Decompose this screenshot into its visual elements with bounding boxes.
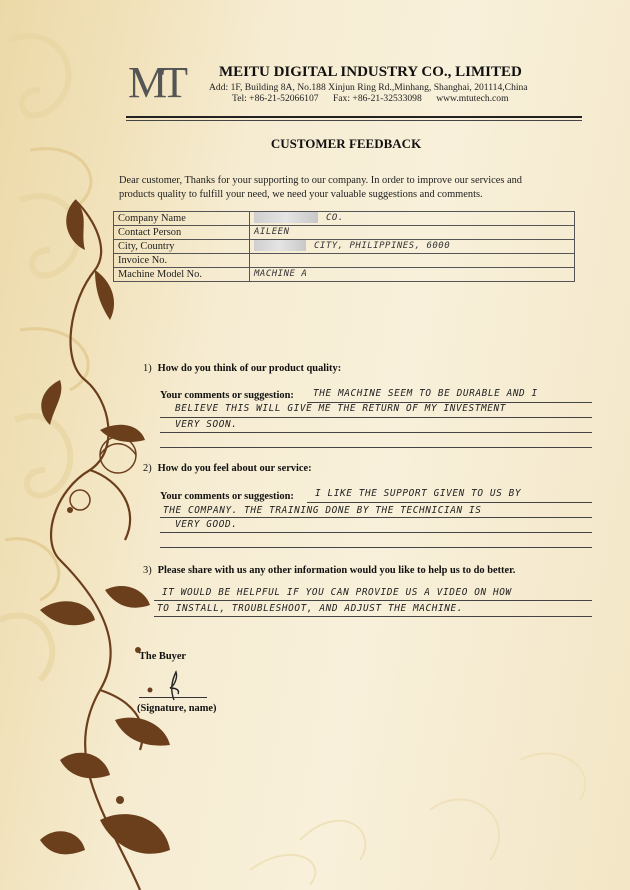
answer-line bbox=[307, 502, 592, 503]
city-country-value: CITY, PHILIPPINES, 6000 bbox=[250, 240, 575, 254]
machine-model-label: Machine Model No. bbox=[114, 268, 250, 282]
answer-line bbox=[160, 532, 592, 533]
table-row bbox=[114, 254, 575, 268]
table-row bbox=[114, 212, 575, 226]
question-2-prompt: Your comments or suggestion: bbox=[160, 491, 294, 502]
company-contact bbox=[232, 93, 521, 104]
question-1: 1) How do you think of our product quality: bbox=[143, 363, 342, 374]
table-row bbox=[114, 226, 575, 240]
answer-line bbox=[154, 616, 592, 617]
header-rule-thin bbox=[126, 120, 582, 121]
page-title: CUSTOMER FEEDBACK bbox=[270, 136, 422, 151]
invoice-no-value bbox=[250, 254, 575, 268]
answer-line bbox=[160, 417, 592, 418]
company-name-label: Company Name bbox=[114, 212, 250, 226]
answer-line bbox=[160, 447, 592, 448]
tel-number: Tel: +86-21-52066107 bbox=[232, 93, 319, 104]
signature-label: (Signature, name) bbox=[137, 703, 217, 714]
answer-line bbox=[160, 547, 592, 548]
answer-line bbox=[160, 432, 592, 433]
company-logo: MT bbox=[128, 58, 182, 107]
website: www.mtutech.com bbox=[436, 93, 509, 104]
question-2: 2) How do you feel about our service: bbox=[143, 463, 312, 474]
customer-info-table bbox=[113, 211, 575, 282]
answer-1-line-1: THE MACHINE SEEM TO BE DURABLE AND I bbox=[313, 388, 538, 399]
company-name-value: CO. bbox=[250, 212, 575, 226]
intro-paragraph: Dear customer, Thanks for your supporting to our company. In order to improve our services and products quality to fulfill your need, we need your valuable suggestions and comments. bbox=[119, 175, 522, 200]
answer-line bbox=[154, 600, 592, 601]
question-3: 3) Please share with us any other information would you like to help us to do better. bbox=[143, 565, 516, 576]
question-1-prompt: Your comments or suggestion: bbox=[160, 390, 294, 401]
answer-1-line-2: BELIEVE THIS WILL GIVE ME THE RETURN OF MY INVESTMENT bbox=[175, 403, 506, 414]
company-name: MEITU DIGITAL INDUSTRY CO., LIMITED bbox=[219, 64, 522, 80]
answer-line bbox=[160, 517, 592, 518]
answer-3-line-2: TO INSTALL, TROUBLESHOOT, AND ADJUST THE MACHINE. bbox=[157, 603, 463, 614]
table-row bbox=[114, 240, 575, 254]
contact-person-value: AILEEN bbox=[250, 226, 575, 240]
contact-person-label: Contact Person bbox=[114, 226, 250, 240]
answer-2-line-1: I LIKE THE SUPPORT GIVEN TO US BY bbox=[315, 488, 522, 499]
redaction-block bbox=[254, 240, 306, 251]
answer-3-line-1: IT WOULD BE HELPFUL IF YOU CAN PROVIDE US A VIDEO ON HOW bbox=[162, 587, 512, 598]
answer-2-line-2: THE COMPANY. THE TRAINING DONE BY THE TECHNICIAN IS bbox=[163, 505, 482, 516]
fax-number: Fax: +86-21-32533098 bbox=[332, 93, 422, 104]
table-row bbox=[114, 268, 575, 282]
signature-line bbox=[139, 697, 207, 698]
header-rule bbox=[126, 116, 582, 118]
company-address: Add: 1F, Building 8A, No.188 Xinjun Ring Rd.,Minhang, Shanghai, 201114,China bbox=[209, 82, 528, 93]
answer-2-line-3: VERY GOOD. bbox=[175, 519, 238, 530]
answer-1-line-3: VERY SOON. bbox=[175, 419, 238, 430]
invoice-no-label: Invoice No. bbox=[114, 254, 250, 268]
machine-model-value: MACHINE A bbox=[250, 268, 575, 282]
buyer-label: The Buyer bbox=[139, 651, 187, 662]
city-country-label: City, Country bbox=[114, 240, 250, 254]
redaction-block bbox=[254, 212, 318, 223]
